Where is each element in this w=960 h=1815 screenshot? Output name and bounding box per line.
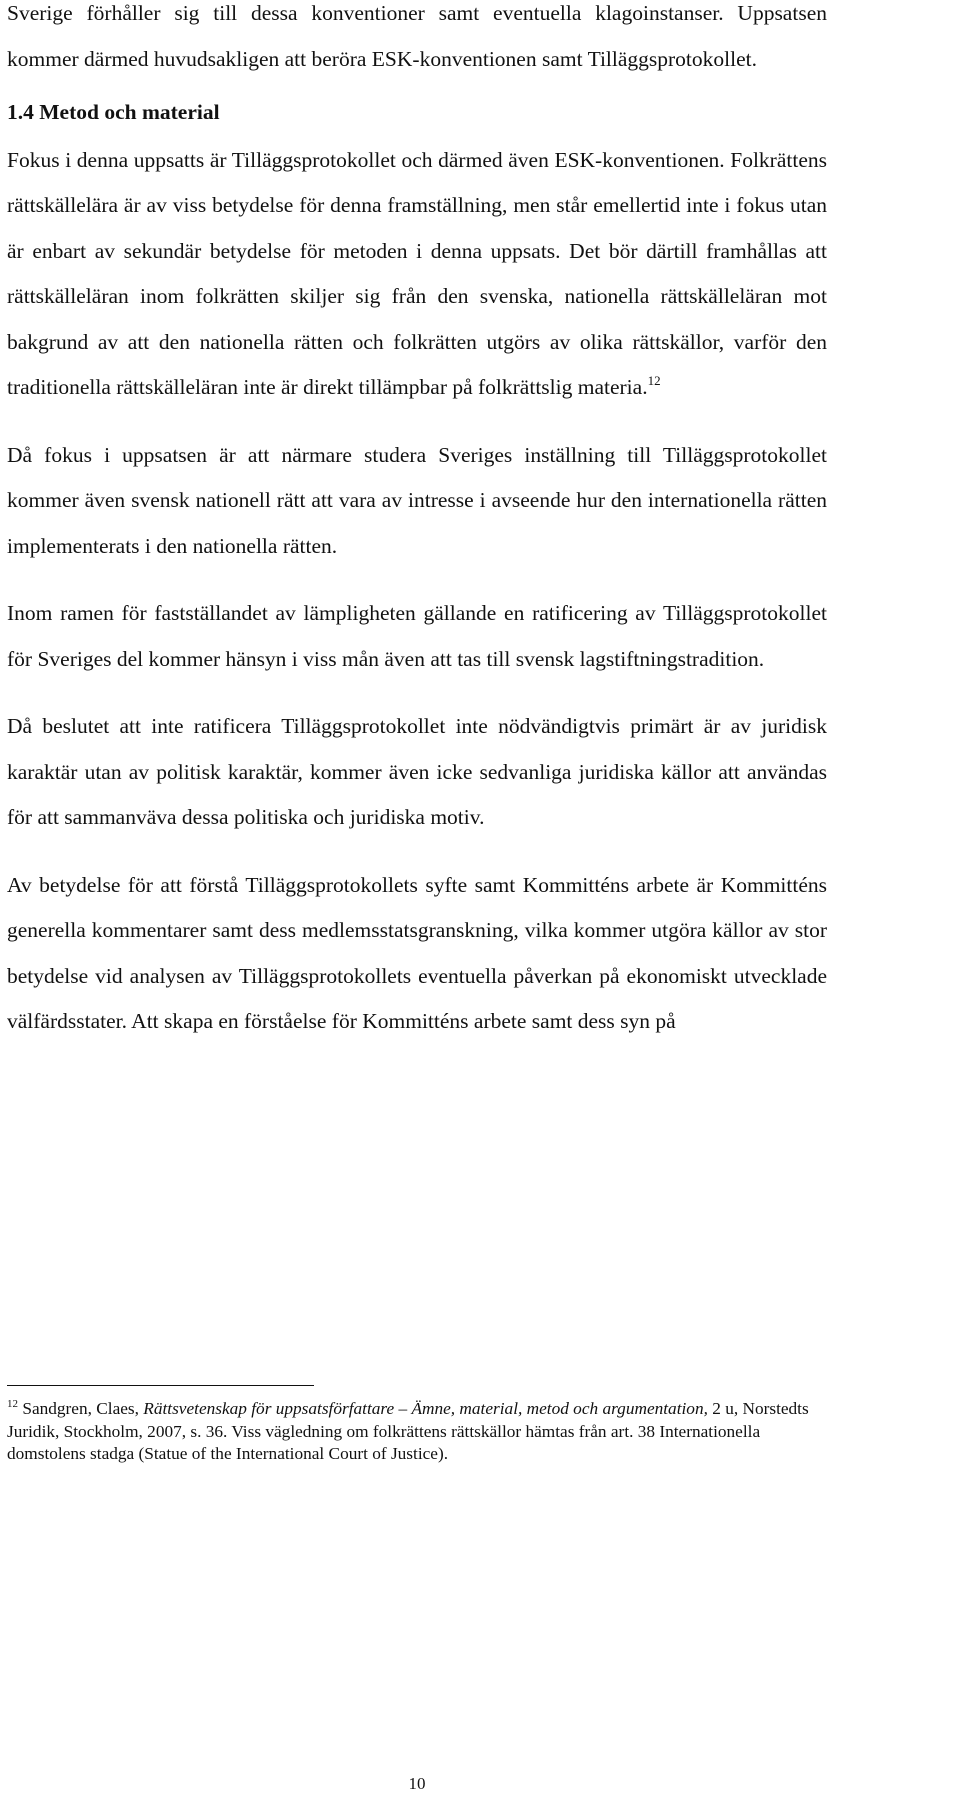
page-number: 10 — [408, 1774, 426, 1793]
paragraph-method-focus-text: Fokus i denna uppsatts är Tilläggsprotokollet och därmed även ESK-konventionen. Folkrättens rättskällelära är av viss betydelse för denna framställning, men står emellertid inte i fokus utan är enbart av sekundär betydelse för metoden i denna uppsats. Det bör därtill framhållas att rättskälleläran inom folkrätten skiljer sig från den svenska, nationella rättskälleläran mot bakgrund av att den nationella rätten och folkrätten utgörs av olika rättskällor, varför den traditionella rättskälleläran inte är direkt tillämpbar på folkrättslig materia. — [7, 147, 827, 399]
paragraph-national-law: Då fokus i uppsatsen är att närmare studera Sveriges inställning till Tilläggsprotokollet kommer även svensk nationell rätt att vara av intresse i avseende hur den internationella rätten implementerats i den nationella rätten. — [7, 442, 827, 558]
document-page — [7, 0, 827, 1815]
footnote-author: Sandgren, Claes, — [22, 1399, 144, 1418]
footnote-details: 2 u, Norstedts Juridik, Stockholm, 2007, s. 36. Viss vägledning om folkrättens rättskällor hämtas från art. 38 Internationella domstolens stadga (Statue of the International Court of Justice). — [7, 1399, 809, 1463]
footnote-title: Rättsvetenskap för uppsatsförfattare – Ämne, material, metod och argumentation, — [143, 1399, 708, 1418]
footnote-number: 12 — [7, 1398, 18, 1410]
footnote-separator — [7, 1385, 314, 1386]
footnote-reference[interactable]: 12 — [647, 373, 661, 388]
paragraph-method-focus — [7, 138, 827, 411]
paragraph-legislative-tradition: Inom ramen för fastställandet av lämpligheten gällande en ratificering av Tilläggsprotokollet för Sveriges del kommer hänsyn i viss mån även att tas till svensk lagstiftningstradition. — [7, 601, 827, 671]
paragraph-political-sources: Då beslutet att inte ratificera Tilläggsprotokollet inte nödvändigtvis primärt är av juridisk karaktär utan av politisk karaktär, kommer även icke sedvanliga juridiska källor att användas för att sammanväva dessa politiska och juridiska motiv. — [7, 714, 827, 829]
paragraph-intro-continued: Sverige förhåller sig till dessa konventioner samt eventuella klagoinstanser. Uppsatsen kommer därmed huvudsakligen att beröra ESK-konventionen samt Tilläggsprotokollet. — [7, 1, 827, 71]
paragraph-committee-work: Av betydelse för att förstå Tilläggsprotokollets syfte samt Kommitténs arbete är Kommitténs generella kommentarer samt dess medlemsstatsgranskning, vilka kommer utgöra källor av stor betydelse vid analysen av Tilläggsprotokollets eventuella påverkan på ekonomiskt utvecklade välfärdsstater. Att skapa en förståelse för Kommitténs arbete samt dess syn på — [7, 872, 827, 1033]
section-heading: 1.4 Metod och material — [7, 100, 220, 124]
footnote-12 — [7, 1398, 822, 1466]
